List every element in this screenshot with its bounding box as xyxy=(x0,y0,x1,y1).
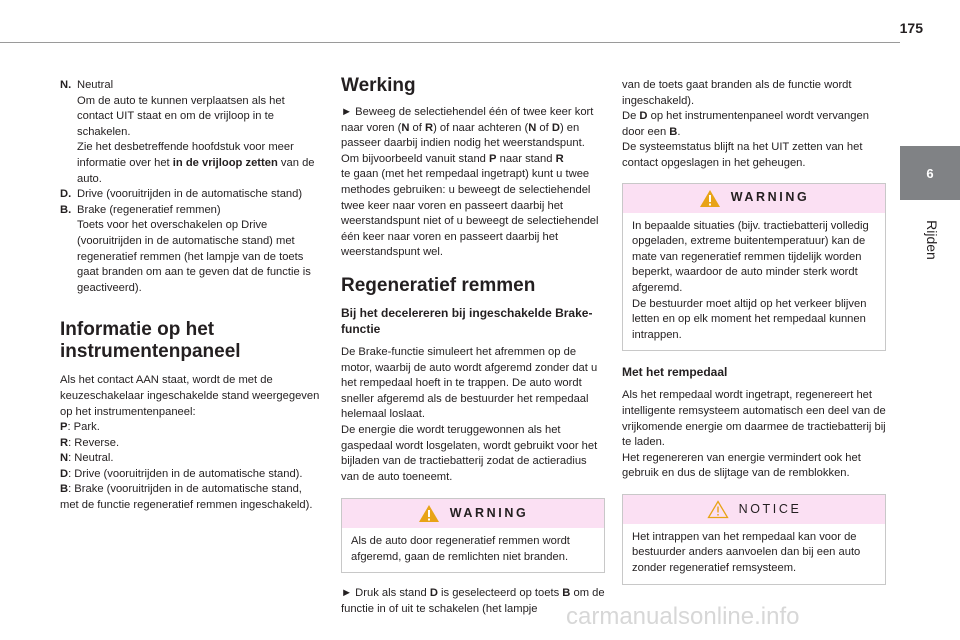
notice-text: Het intrappen van het rempedaal kan voor de bestuurder anders aanvoelen dan bij een auto zonder regeneratief remsysteem. xyxy=(632,530,861,575)
section-heading-werking: Werking xyxy=(341,75,416,96)
mode-key: P xyxy=(60,421,68,434)
text-run: te gaan (met het rempedaal ingetrapt) kunt u twee methodes gebruiken: u beweegt de selectiehendel twee keer naar voren en passeert daarbij het weerstandspunt niet of u beweegt de selectiehendel één keer naar voren en passeert daarbij het weerstandspunt wel. xyxy=(341,168,599,259)
list-key: N. xyxy=(60,79,72,91)
mode-text: : Drive (vooruitrijden in de automatische stand). xyxy=(68,467,303,480)
notice-triangle-icon xyxy=(707,500,729,519)
list-key: B. xyxy=(60,203,72,216)
bold-run: in de vrijloop zetten xyxy=(172,156,278,169)
column-2 xyxy=(341,75,605,618)
text-run: Zie het desbetreffende hoofdstuk voor meer informatie over het xyxy=(77,141,294,169)
list-text: Om de auto te kunnen verplaatsen als het contact UIT staat en om de vrijloop in te schakelen. xyxy=(77,94,285,138)
key-letter: R xyxy=(555,152,564,165)
warning-box xyxy=(622,183,886,352)
text-run: ) of naar achteren ( xyxy=(433,121,529,134)
notice-label: NOTICE xyxy=(738,501,802,516)
watermark: carmanualsonline.info xyxy=(566,603,800,630)
key-letter: D xyxy=(429,587,438,600)
warning-label: WARNING xyxy=(730,190,810,205)
mode-line xyxy=(60,420,322,436)
warning-header xyxy=(342,499,604,528)
section-heading-regeneratief: Regeneratief remmen xyxy=(341,274,536,296)
rempedaal-paragraph: Als het rempedaal wordt ingetrapt, regenereert het intelligente remsysteem automatisch een deel van de vrijkomende energie om daarmee de tractiebatterij bij te laden. Het regenereren van energie vermindert ook het gebruik en dus de slijtage van de remblokken. xyxy=(622,389,886,480)
key-letter: B xyxy=(562,587,571,600)
warning-label: WARNING xyxy=(449,505,529,520)
warning-header xyxy=(623,184,885,213)
list-key: D. xyxy=(60,188,72,201)
info-intro: Als het contact AAN staat, wordt de met de keuzeschakelaar ingeschakelde stand weergegeven op het instrumentenpaneel: xyxy=(60,374,320,418)
text-run: naar stand xyxy=(496,152,556,165)
mode-text: : Park. xyxy=(67,421,100,434)
subheading-brake: Bij het decelereren bij ingeschakelde Brake-functie xyxy=(341,305,593,336)
text-run: Beweeg de selectiehendel één of twee keer kort naar voren ( xyxy=(341,106,594,134)
brake-paragraph: De Brake-functie simuleert het afremmen op de motor, waarbij de auto wordt afgeremd zonder dat u het rempedaal hoeft in te trappen. De auto wordt sneller afgeremd als de bestuurder het rempedaal helemaal loslaat. De energie die wordt teruggewonnen als het gaspedaal wordt losgelaten, wordt gebruikt voor het bijladen van de tractiebatterij zodat de actieradius van de auto toeneemt. xyxy=(341,345,598,483)
mode-key: D xyxy=(60,467,69,480)
text-run: om de functie in of uit te schakelen (het lampje xyxy=(341,587,605,616)
mode-line xyxy=(60,467,322,483)
chapter-title xyxy=(903,205,960,275)
notice-header xyxy=(623,495,885,524)
text-run: . xyxy=(677,125,681,138)
chapter-title-text: Rijden xyxy=(923,220,940,260)
list-title: Neutral xyxy=(77,79,114,91)
key-letter: N xyxy=(528,121,537,134)
mode-text: : Brake (vooruitrijden in de automatische stand, met de functie regeneratief remmen ingeschakeld). xyxy=(60,483,313,512)
continued-text: van de toets gaat branden als de functie wordt ingeschakeld). xyxy=(622,79,852,107)
warning-triangle-icon xyxy=(699,189,721,208)
bullet-arrow-icon: ► xyxy=(341,587,353,600)
key-letter: B xyxy=(669,125,678,138)
subheading-rempedaal: Met het rempedaal xyxy=(622,365,728,380)
mode-key: B xyxy=(60,483,69,496)
notice-box xyxy=(622,494,886,585)
list-item-b xyxy=(60,203,322,297)
header-rule xyxy=(0,42,900,43)
mode-key: R xyxy=(60,436,69,449)
list-title: Drive (vooruitrijden in de automatische stand) xyxy=(77,188,303,201)
mode-text: : Neutral. xyxy=(68,452,114,465)
mode-line xyxy=(60,482,322,513)
text-run: of xyxy=(536,121,552,134)
list-text xyxy=(77,140,322,187)
step-paragraph xyxy=(341,152,605,261)
key-letter: N xyxy=(401,121,410,134)
key-letter: D xyxy=(551,121,560,134)
chapter-number-tab[interactable]: 6 xyxy=(900,146,960,200)
text-run: is geselecteerd op toets xyxy=(437,587,563,600)
continued-text: De systeemstatus blijft na het UIT zetten van het contact opgeslagen in het geheugen. xyxy=(622,141,863,169)
text-run: of xyxy=(409,121,425,134)
key-letter: P xyxy=(489,152,497,165)
warning-text: Als de auto door regeneratief remmen wordt afgeremd, gaan de remlichten niet branden. xyxy=(351,535,570,563)
step-paragraph xyxy=(341,105,605,152)
mode-line xyxy=(60,451,322,467)
key-letter: R xyxy=(424,121,434,134)
list-title: Brake (regeneratief remmen) xyxy=(77,203,221,216)
bullet-arrow-icon: ► xyxy=(341,106,353,118)
text-run: ) en passeer daarbij indien nodig het weerstandspunt. xyxy=(341,121,585,150)
page-number: 175 xyxy=(899,20,923,36)
text-run: Druk als stand xyxy=(352,587,430,600)
list-item-n xyxy=(60,78,322,187)
column-1 xyxy=(60,78,322,514)
text-run: De xyxy=(622,110,640,123)
text-run: Om bijvoorbeeld vanuit stand xyxy=(341,152,490,165)
mode-text: : Reverse. xyxy=(68,436,120,449)
key-letter: D xyxy=(639,110,648,123)
list-item-d xyxy=(60,187,322,203)
column-3 xyxy=(622,78,886,585)
text-run: van de auto. xyxy=(77,156,315,185)
warning-text: In bepaalde situaties (bijv. tractiebatterij volledig opgeladen, extreme buitentemperatuur) kan de mate van regeneratief remmen tijdelijk worden beperkt, waardoor de auto minder sterk wordt afgeremd. De bestuurder moet altijd op het verkeer blijven letten en op elk moment het rempedaal kunnen intrappen. xyxy=(632,219,869,341)
list-text: Toets voor het overschakelen op Drive (vooruitrijden in de automatische stand) met regeneratief remmen (het lampje van de toets gaat branden om aan te geven dat de functie is geactiveerd). xyxy=(77,219,311,294)
mode-line xyxy=(60,436,322,452)
warning-box xyxy=(341,498,605,573)
continued-text xyxy=(622,109,886,140)
text-run: op het instrumentenpaneel wordt vervangen door een xyxy=(622,110,869,138)
section-heading-info: Informatie op het instrumentenpaneel xyxy=(60,319,241,363)
mode-key: N xyxy=(60,452,69,465)
warning-triangle-icon xyxy=(418,504,440,523)
